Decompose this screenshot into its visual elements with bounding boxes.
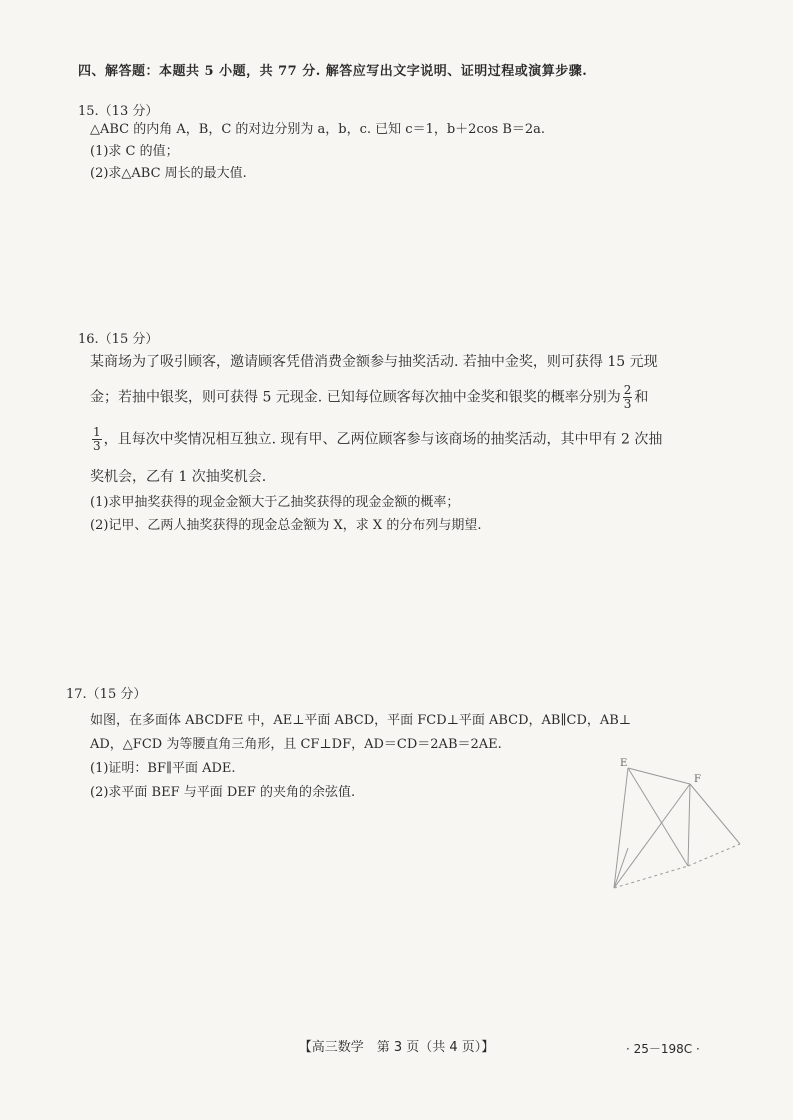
figure-label-e: E [620, 758, 628, 769]
q16-number: 16.（15 分） [78, 332, 159, 347]
exam-code: · 25－198C · [626, 1042, 700, 1056]
figure-edge [688, 844, 740, 866]
figure-edge [688, 784, 690, 866]
q17-line2: AD，△FCD 为等腰直角三角形，且 CF⊥DF，AD＝CD＝2AB＝2AE. [90, 737, 502, 752]
figure-edge [614, 866, 688, 888]
q16-line3-text: ，且每次中奖情况相互独立. 现有甲、乙两位顾客参与该商场的抽奖活动，其中甲有 2 次抽 [103, 431, 663, 448]
q17-line1: 如图，在多面体 ABCDFE 中，AE⊥平面 ABCD，平面 FCD⊥平面 ABCD，AB∥CD，AB⊥ [90, 713, 632, 728]
section-header: 四、解答题：本题共 5 小题，共 77 分. 解答应写出文字说明、证明过程或演算步骤. [78, 64, 588, 79]
q16-line4: 奖机会，乙有 1 次抽奖机会. [90, 469, 267, 485]
q16-line3 [90, 426, 662, 453]
q16-line2-and: 和 [634, 389, 649, 406]
q16-part1: (1)求甲抽奖获得的现金金额大于乙抽奖获得的现金金额的概率； [90, 495, 460, 510]
q17-part2: (2)求平面 BEF 与平面 DEF 的夹角的余弦值. [90, 785, 356, 800]
figure-edge [690, 784, 740, 844]
fraction-denominator: 3 [93, 439, 101, 453]
figure-edge [614, 784, 690, 888]
q17-part1: (1)证明：BF∥平面 ADE. [90, 761, 236, 776]
q17-number: 17.（15 分） [66, 687, 147, 702]
figure-edge [628, 768, 688, 866]
q16-line2-text: 金；若抽中银奖，则可获得 5 元现金. 已知每位顾客每次抽中金奖和银奖的概率分别为 [90, 389, 621, 406]
fraction-two-thirds [623, 384, 633, 411]
page-footer: 【高三数学 第 3 页（共 4 页）】 [298, 1040, 495, 1055]
q16-line2 [90, 384, 648, 411]
q16-line1: 某商场为了吸引顾客，邀请顾客凭借消费金额参与抽奖活动. 若抽中金奖，则可获得 15 元现 [90, 354, 658, 370]
fraction-numerator: 2 [623, 383, 632, 397]
figure-label-f: F [694, 774, 701, 785]
q15-number: 15.（13 分） [78, 104, 159, 119]
q15-stem: △ABC 的内角 A，B，C 的对边分别为 a，b，c. 已知 c＝1，b＋2cos B＝2a. [90, 122, 546, 137]
polyhedron-figure [590, 748, 760, 908]
q16-part2: (2)记甲、乙两人抽奖获得的现金总金额为 X，求 X 的分布列与期望. [90, 518, 482, 533]
fraction-one-third [92, 426, 102, 453]
q15-part2: (2)求△ABC 周长的最大值. [90, 166, 247, 181]
figure-edge [614, 768, 628, 888]
figure-edge [628, 768, 690, 784]
fraction-numerator: 1 [93, 425, 101, 439]
q15-part1: (1)求 C 的值； [90, 144, 179, 159]
fraction-denominator: 3 [623, 397, 632, 411]
